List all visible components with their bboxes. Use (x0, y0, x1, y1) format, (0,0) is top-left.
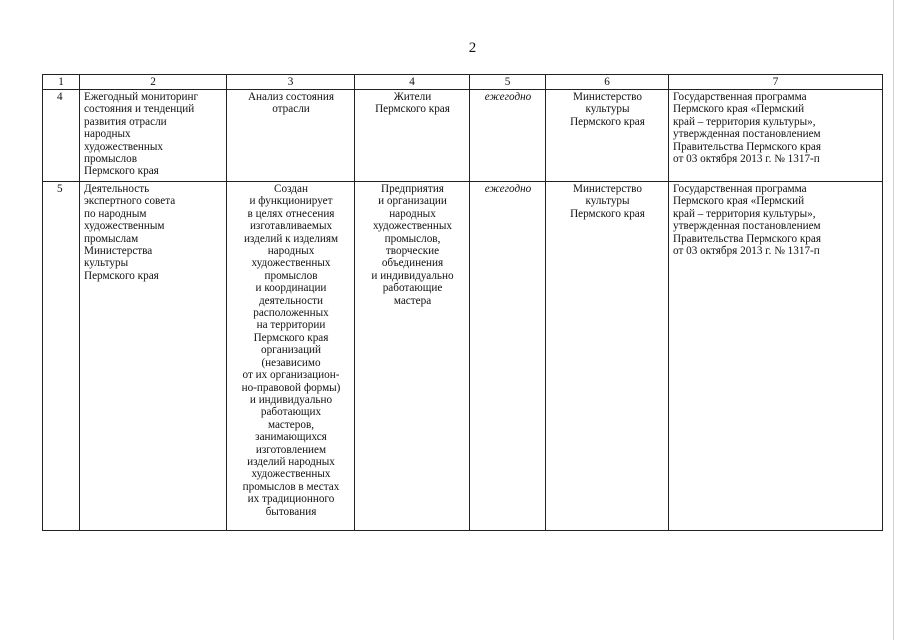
basis-cell: Государственная программа Пермского края «Пермский край – территория культуры», утвержденная постановлением Правительства Пермского края от 03 октября 2013 г. № 1317-п (669, 90, 883, 182)
table-row (43, 90, 883, 182)
goal-cell: Создан и функционирует в целях отнесения изготавливаемых изделий к изделиям народных художественных промыслов и координации деятельности расположенных на территории Пермского края организаций (независимо от их организацион- но-правовой формы) и индивидуально работающих мастеров, занимающихся изготовлением изделий народных художественных промыслов в местах их традиционного бытования (227, 182, 355, 531)
activity-cell: Ежегодный мониторинг состояния и тенденций развития отрасли народных художественных промыслов Пермского края (80, 90, 227, 182)
column-header: 4 (355, 75, 470, 90)
period-cell: ежегодно (470, 182, 546, 531)
period-cell: ежегодно (470, 90, 546, 182)
row-number-cell: 4 (43, 90, 80, 182)
column-header: 6 (546, 75, 669, 90)
responsible-cell: Министерство культуры Пермского края (546, 182, 669, 531)
column-header: 3 (227, 75, 355, 90)
table-header-row (43, 75, 883, 90)
column-header: 5 (470, 75, 546, 90)
participants-cell: Жители Пермского края (355, 90, 470, 182)
column-header: 2 (80, 75, 227, 90)
page-number: 2 (468, 40, 477, 56)
column-header: 1 (43, 75, 80, 90)
measures-table (42, 74, 883, 531)
column-header: 7 (669, 75, 883, 90)
activity-cell: Деятельность экспертного совета по народным художественным промыслам Министерства культуры Пермского края (80, 182, 227, 531)
goal-cell: Анализ состояния отрасли (227, 90, 355, 182)
responsible-cell: Министерство культуры Пермского края (546, 90, 669, 182)
row-number-cell: 5 (43, 182, 80, 531)
table-row (43, 182, 883, 531)
basis-cell: Государственная программа Пермского края «Пермский край – территория культуры», утвержденная постановлением Правительства Пермского края от 03 октября 2013 г. № 1317-п (669, 182, 883, 531)
participants-cell: Предприятия и организации народных художественных промыслов, творческие объединения и индивидуально работающие мастера (355, 182, 470, 531)
page-edge-line (893, 0, 894, 640)
